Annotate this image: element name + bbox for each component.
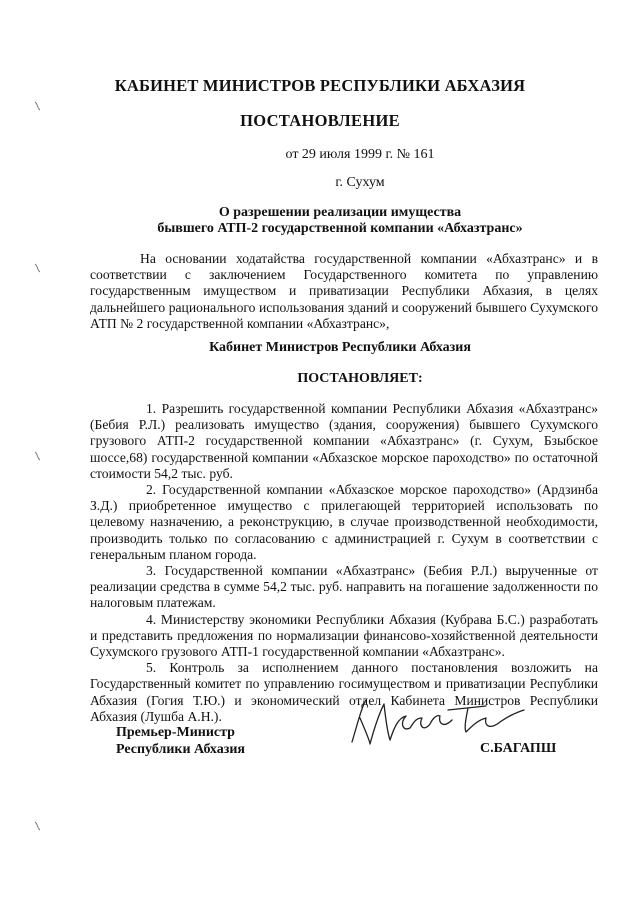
signatory-name: С.БАГАПШ [480, 741, 557, 756]
punch-hole-mark-icon [32, 820, 44, 832]
subject-line-2: бывшего АТП-2 государственной компании «Абхазтранс» [157, 221, 523, 236]
signatory-title [116, 724, 245, 758]
decree-items [90, 401, 598, 725]
punch-hole-mark-icon [32, 100, 44, 112]
document-type: ПОСТАНОВЛЕНИЕ [240, 111, 400, 130]
signatory-title-line-2: Республики Абхазия [116, 742, 246, 757]
organization-title: КАБИНЕТ МИНИСТРОВ РЕСПУБЛИКИ АБХАЗИЯ [114, 76, 526, 95]
decree-item-1: 1. Разрешить государственной компании Республики Абхазия «Абхазтранс» (Бебия Р.Л.) реализовать имущество (здания, сооружения) бывшего Сухумского грузового АТП-2 государственной компании «Абхазтранс» (г. Сухум, Бзыбское шоссе,68) государственной компании «Абхазское морское пароходство» по остаточной стоимости 54,2 тыс. руб. [90, 401, 598, 481]
signatory-title-line-1: Премьер-Министр [116, 725, 235, 740]
decree-item-3: 3. Государственной компании «Абхазтранс» (Бебия Р.Л.) вырученные от реализации средства в сумме 54,2 тыс. руб. направить на погашение задолженности по налоговым платежам. [90, 563, 598, 611]
decree-item-2: 2. Государственной компании «Абхазское морское пароходство» (Ардзинба З.Д.) приобретенное имущество с прилегающей территорией использовать по целевому назначению, а реконструкцию, в случае производственной необходимости, производить только по согласованию с администрацией г. Сухум в соответствии с генеральным планом города. [90, 482, 598, 562]
decree-item-4: 4. Министерству экономики Республики Абхазия (Кубрава Б.С.) разработать и представить предложения по нормализации финансово-хозяйственной деятельности Сухумского грузового АТП-1 государственной компании «Абхазтранс». [90, 611, 598, 660]
decree-item-5: 5. Контроль за исполнением данного постановления возложить на Государственный комитет по управлению госимуществом и приватизации Республики Абхазия (Гогия Т.Ю.) и экономический отдел Кабинета Министров Республики Абхазия (Лушба А.Н.). [90, 660, 598, 724]
cabinet-line: Кабинет Министров Республики Абхазия [209, 340, 471, 355]
date-number-line: от 29 июля 1999 г. № 161 [285, 147, 435, 162]
subject-heading [20, 205, 640, 237]
punch-hole-mark-icon [32, 262, 44, 274]
city-line: г. Сухум [335, 175, 385, 190]
decree-heading: ПОСТАНОВЛЯЕТ: [297, 371, 423, 386]
intro-paragraph: На основании ходатайства государственной компании «Абхазтранс» и в соответствии с заключением Государственного комитета по управлению государственным имуществом и приватизации Республики Абхазия, в целях дальнейшего рационального использования зданий и сооружений бывшего Сухумского АТП № 2 государственной компании «Абхазтранс», [90, 251, 598, 331]
subject-line-1: О разрешении реализации имущества [218, 205, 462, 220]
punch-hole-mark-icon [32, 450, 44, 462]
